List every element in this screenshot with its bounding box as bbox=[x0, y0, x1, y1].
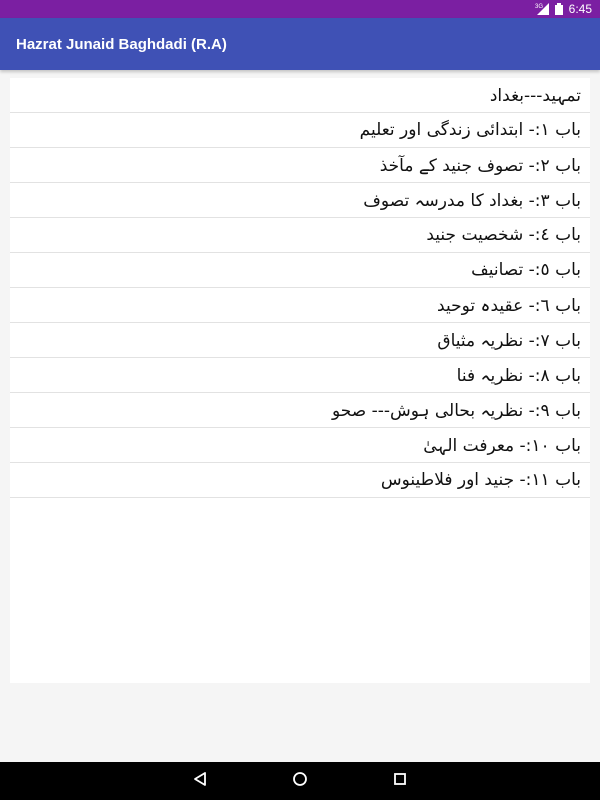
chapter-item[interactable]: باب ۹:- نظریہ بحالی ہوش--- صحو bbox=[10, 393, 590, 428]
chapter-item[interactable]: باب ۳:- بغداد کا مدرسہ تصوف bbox=[10, 183, 590, 218]
app-bar bbox=[0, 18, 600, 70]
navigation-bar bbox=[0, 762, 600, 800]
chapter-item[interactable]: تمہید---بغداد bbox=[10, 78, 590, 113]
back-icon bbox=[192, 771, 208, 791]
app-title: Hazrat Junaid Baghdadi (R.A) bbox=[16, 35, 227, 53]
status-bar bbox=[0, 0, 600, 18]
home-icon bbox=[292, 771, 308, 791]
home-button[interactable] bbox=[250, 771, 350, 791]
back-button[interactable] bbox=[150, 771, 250, 791]
chapter-item[interactable]: باب ۱۱:- جنید اور فلاطینوس bbox=[10, 463, 590, 498]
chapter-item[interactable]: باب ٦:- عقیدہ توحید bbox=[10, 288, 590, 323]
chapter-list bbox=[10, 78, 590, 683]
chapter-item[interactable]: باب ۱۰:- معرفت الہیٰ bbox=[10, 428, 590, 463]
recents-icon bbox=[392, 771, 408, 791]
recents-button[interactable] bbox=[350, 771, 450, 791]
status-time: 6:45 bbox=[568, 2, 592, 16]
svg-text:3G: 3G bbox=[534, 4, 543, 10]
signal-icon bbox=[535, 3, 549, 15]
chapter-item[interactable]: باب ۸:- نظریہ فنا bbox=[10, 358, 590, 393]
battery-icon bbox=[555, 3, 563, 15]
chapter-item[interactable]: باب ٤:- شخصیت جنید bbox=[10, 218, 590, 253]
chapter-item[interactable]: باب ٥:- تصانیف bbox=[10, 253, 590, 288]
chapter-item[interactable]: باب ۱:- ابتدائی زندگی اور تعلیم bbox=[10, 113, 590, 148]
chapter-item[interactable]: باب ۲:- تصوف جنید کے مآخذ bbox=[10, 148, 590, 183]
chapter-item[interactable]: باب ۷:- نظریہ مثیاق bbox=[10, 323, 590, 358]
